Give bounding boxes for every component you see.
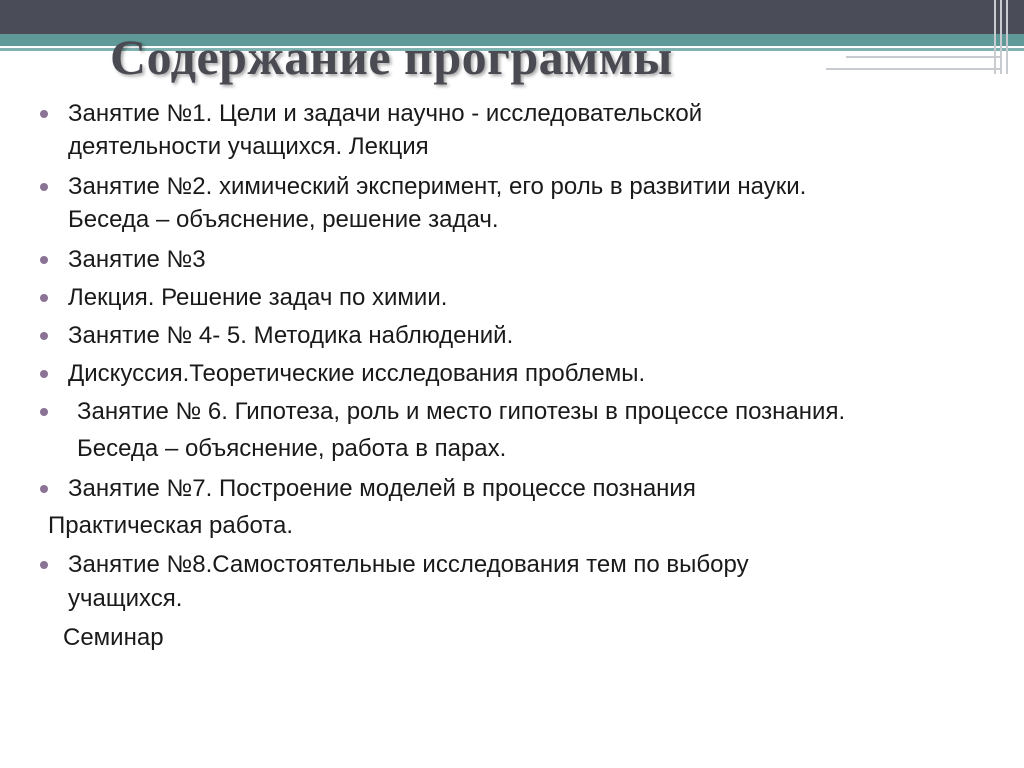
list-item: Занятие № 6. Гипотеза, роль и место гипотезы в процессе познания.: [77, 398, 846, 425]
list-bullet: [40, 370, 48, 378]
list-bullet: [40, 294, 48, 302]
list-bullet: [40, 332, 48, 340]
list-item: Лекция. Решение задач по химии.: [68, 284, 448, 311]
list-bullet: [40, 183, 48, 191]
list-item-continuation: Беседа – объяснение, работа в парах.: [77, 435, 507, 462]
list-item: Дискуссия.Теоретические исследования проблемы.: [68, 360, 646, 387]
slide-title: Содержание программы: [110, 29, 673, 85]
list-item-continuation: учащихся.: [68, 585, 183, 612]
list-item: Занятие №8.Самостоятельные исследования тем по выбору: [68, 551, 749, 578]
list-bullet: [40, 561, 48, 569]
list-bullet: [40, 408, 48, 416]
list-item: Занятие №2. химический эксперимент, его роль в развитии науки.: [68, 173, 807, 200]
list-item-continuation: Семинар: [63, 624, 164, 651]
list-item-continuation: Беседа – объяснение, решение задач.: [68, 206, 499, 233]
list-item-continuation: Практическая работа.: [48, 512, 294, 539]
list-bullet: [40, 256, 48, 264]
list-bullet: [40, 110, 48, 118]
list-item: Занятие №7. Построение моделей в процессе познания: [68, 475, 696, 502]
list-item: Занятие № 4- 5. Методика наблюдений.: [68, 322, 514, 349]
list-bullet: [40, 485, 48, 493]
list-item: Занятие №3: [68, 246, 206, 273]
list-item: Занятие №1. Цели и задачи научно - исследовательской: [68, 100, 703, 127]
list-item-continuation: деятельности учащихся. Лекция: [68, 133, 429, 160]
